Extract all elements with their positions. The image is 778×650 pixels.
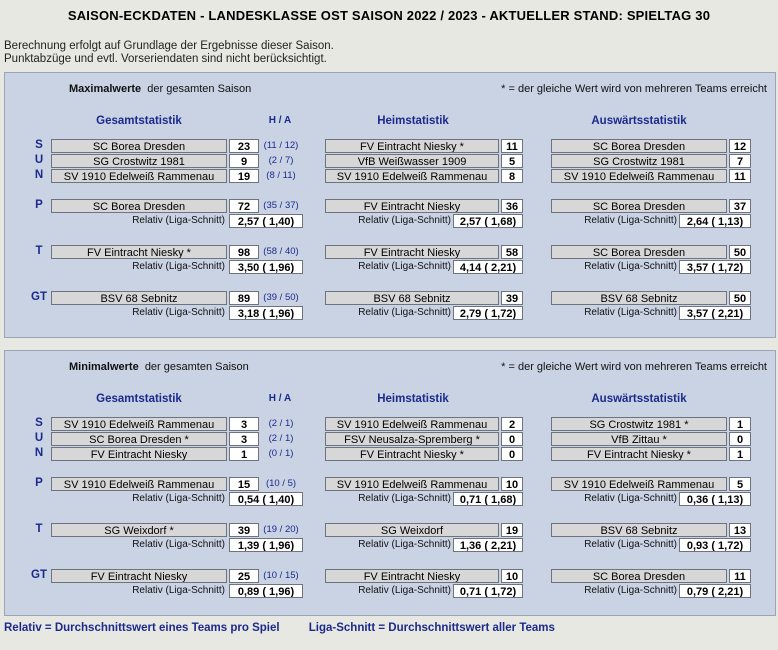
gesamt-value-u: 9 [229, 154, 259, 168]
gesamt-team-p: SV 1910 Edelweiß Rammenau [51, 477, 227, 491]
heim-value-u: 0 [501, 432, 523, 446]
gesamt-relativ-value-p: 2,57 ( 1,40) [229, 214, 303, 228]
same-value-note: * = der gleiche Wert wird von mehreren Teams erreicht [501, 361, 767, 373]
aus-relativ-label-gt: Relativ (Liga-Schnitt) [584, 585, 677, 596]
gesamt-home-away-s: (11 / 12) [263, 140, 299, 151]
aus-team-n: SV 1910 Edelweiß Rammenau [551, 169, 727, 183]
aus-value-n: 1 [729, 447, 751, 461]
gesamt-value-p: 15 [229, 477, 259, 491]
page-title: SAISON-ECKDATEN - LANDESKLASSE OST SAISON 2022 / 2023 - AKTUELLER STAND: SPIELTAG 30 [67, 8, 711, 23]
heim-relativ-value-t: 1,36 ( 2,21) [453, 538, 523, 552]
gesamt-relativ-label-gt: Relativ (Liga-Schnitt) [132, 307, 225, 318]
heim-value-t: 19 [501, 523, 523, 537]
gesamt-value-p: 72 [229, 199, 259, 213]
aus-team-u: SG Crostwitz 1981 [551, 154, 727, 168]
heim-value-gt: 10 [501, 569, 523, 583]
relativ-definition: Relativ = Durchschnittswert eines Teams pro Spiel [4, 622, 280, 634]
gesamt-home-away-t: (58 / 40) [263, 246, 299, 257]
heim-relativ-label-t: Relativ (Liga-Schnitt) [358, 539, 451, 550]
heim-team-gt: BSV 68 Sebnitz [325, 291, 499, 305]
gesamt-relativ-value-t: 1,39 ( 1,96) [229, 538, 303, 552]
heim-team-p: SV 1910 Edelweiß Rammenau [325, 477, 499, 491]
same-value-note: * = der gleiche Wert wird von mehreren Teams erreicht [501, 83, 767, 95]
aus-relativ-label-gt: Relativ (Liga-Schnitt) [584, 307, 677, 318]
heim-team-n: FV Eintracht Niesky * [325, 447, 499, 461]
col-head-gesamt: Gesamtstatistik [96, 115, 182, 127]
heim-relativ-label-p: Relativ (Liga-Schnitt) [358, 215, 451, 226]
aus-relativ-value-t: 0,93 ( 1,72) [679, 538, 751, 552]
aus-value-u: 0 [729, 432, 751, 446]
heim-team-n: SV 1910 Edelweiß Rammenau [325, 169, 499, 183]
gesamt-home-away-u: (2 / 7) [268, 155, 294, 166]
heim-value-p: 10 [501, 477, 523, 491]
row-label-p: P [35, 199, 43, 211]
aus-team-gt: SC Borea Dresden [551, 569, 727, 583]
aus-value-gt: 11 [729, 569, 751, 583]
gesamt-team-gt: BSV 68 Sebnitz [51, 291, 227, 305]
gesamt-home-away-gt: (39 / 50) [263, 292, 299, 303]
heim-team-p: FV Eintracht Niesky [325, 199, 499, 213]
aus-team-u: VfB Zittau * [551, 432, 727, 446]
aus-relativ-label-p: Relativ (Liga-Schnitt) [584, 493, 677, 504]
row-label-u: U [34, 432, 44, 444]
heim-relativ-value-p: 0,71 ( 1,68) [453, 492, 523, 506]
aus-team-s: SG Crostwitz 1981 * [551, 417, 727, 431]
gesamt-value-s: 3 [229, 417, 259, 431]
heim-team-t: FV Eintracht Niesky [325, 245, 499, 259]
row-label-s: S [35, 139, 43, 151]
col-head-ha: H / A [268, 115, 292, 126]
row-label-t: T [35, 245, 43, 257]
gesamt-team-t: SG Weixdorf * [51, 523, 227, 537]
row-label-u: U [34, 154, 44, 166]
panel-heading-bold: Maximalwerte [69, 83, 142, 95]
gesamt-home-away-p: (10 / 5) [265, 478, 297, 489]
liga-schnitt-definition: Liga-Schnitt = Durchschnittswert aller Teams [308, 622, 555, 634]
heim-value-n: 8 [501, 169, 523, 183]
aus-value-gt: 50 [729, 291, 751, 305]
col-head-heim: Heimstatistik [377, 393, 449, 405]
gesamt-team-s: SC Borea Dresden [51, 139, 227, 153]
minimal-values-panel [4, 350, 776, 616]
gesamt-relativ-label-gt: Relativ (Liga-Schnitt) [132, 585, 225, 596]
heim-team-u: FSV Neusalza-Spremberg * [325, 432, 499, 446]
panel-heading [69, 361, 249, 373]
heim-team-u: VfB Weißwasser 1909 [325, 154, 499, 168]
heim-relativ-label-p: Relativ (Liga-Schnitt) [358, 493, 451, 504]
gesamt-team-p: SC Borea Dresden [51, 199, 227, 213]
panel-heading-rest: der gesamten Saison [144, 361, 249, 373]
gesamt-team-u: SG Crostwitz 1981 [51, 154, 227, 168]
col-head-aus: Auswärtsstatistik [591, 393, 687, 405]
heim-value-n: 0 [501, 447, 523, 461]
heim-value-t: 58 [501, 245, 523, 259]
gesamt-team-t: FV Eintracht Niesky * [51, 245, 227, 259]
heim-relativ-value-p: 2,57 ( 1,68) [453, 214, 523, 228]
aus-team-p: SV 1910 Edelweiß Rammenau [551, 477, 727, 491]
aus-relativ-value-p: 0,36 ( 1,13) [679, 492, 751, 506]
heim-team-t: SG Weixdorf [325, 523, 499, 537]
gesamt-relativ-label-t: Relativ (Liga-Schnitt) [132, 539, 225, 550]
aus-value-s: 1 [729, 417, 751, 431]
aus-team-n: FV Eintracht Niesky * [551, 447, 727, 461]
gesamt-relativ-label-p: Relativ (Liga-Schnitt) [132, 493, 225, 504]
aus-team-gt: BSV 68 Sebnitz [551, 291, 727, 305]
heim-relativ-label-gt: Relativ (Liga-Schnitt) [358, 307, 451, 318]
gesamt-value-t: 98 [229, 245, 259, 259]
aus-relativ-value-t: 3,57 ( 1,72) [679, 260, 751, 274]
aus-value-n: 11 [729, 169, 751, 183]
aus-value-u: 7 [729, 154, 751, 168]
gesamt-team-n: FV Eintracht Niesky [51, 447, 227, 461]
heim-value-s: 2 [501, 417, 523, 431]
heim-relativ-value-t: 4,14 ( 2,21) [453, 260, 523, 274]
aus-team-p: SC Borea Dresden [551, 199, 727, 213]
gesamt-team-n: SV 1910 Edelweiß Rammenau [51, 169, 227, 183]
aus-value-t: 13 [729, 523, 751, 537]
row-label-s: S [35, 417, 43, 429]
gesamt-team-gt: FV Eintracht Niesky [51, 569, 227, 583]
heim-value-gt: 39 [501, 291, 523, 305]
heim-relativ-label-gt: Relativ (Liga-Schnitt) [358, 585, 451, 596]
gesamt-value-n: 1 [229, 447, 259, 461]
gesamt-relativ-label-p: Relativ (Liga-Schnitt) [132, 215, 225, 226]
aus-relativ-value-gt: 3,57 ( 2,21) [679, 306, 751, 320]
gesamt-home-away-s: (2 / 1) [268, 418, 294, 429]
gesamt-value-s: 23 [229, 139, 259, 153]
heim-team-s: SV 1910 Edelweiß Rammenau [325, 417, 499, 431]
aus-relativ-label-t: Relativ (Liga-Schnitt) [584, 261, 677, 272]
row-label-n: N [34, 169, 44, 181]
gesamt-relativ-value-t: 3,50 ( 1,96) [229, 260, 303, 274]
row-label-n: N [34, 447, 44, 459]
gesamt-home-away-n: (0 / 1) [268, 448, 294, 459]
gesamt-value-gt: 25 [229, 569, 259, 583]
gesamt-value-u: 3 [229, 432, 259, 446]
heim-value-s: 11 [501, 139, 523, 153]
gesamt-team-s: SV 1910 Edelweiß Rammenau [51, 417, 227, 431]
heim-team-gt: FV Eintracht Niesky [325, 569, 499, 583]
panel-heading-rest: der gesamten Saison [147, 83, 252, 95]
gesamt-home-away-t: (19 / 20) [263, 524, 299, 535]
col-head-gesamt: Gesamtstatistik [96, 393, 182, 405]
panel-heading [69, 83, 251, 95]
footer-legend [4, 622, 581, 634]
heim-team-s: FV Eintracht Niesky * [325, 139, 499, 153]
maximal-values-panel [4, 72, 776, 338]
heim-relativ-value-gt: 2,79 ( 1,72) [453, 306, 523, 320]
note-line-2: Punktabzüge und evtl. Vorseriendaten sind nicht berücksichtigt. [4, 53, 327, 65]
note-line-1: Berechnung erfolgt auf Grundlage der Ergebnisse dieser Saison. [4, 40, 334, 52]
row-label-t: T [35, 523, 43, 535]
gesamt-home-away-u: (2 / 1) [268, 433, 294, 444]
gesamt-home-away-gt: (10 / 15) [263, 570, 299, 581]
gesamt-relativ-value-p: 0,54 ( 1,40) [229, 492, 303, 506]
aus-relativ-value-gt: 0,79 ( 2,21) [679, 584, 751, 598]
aus-relativ-label-t: Relativ (Liga-Schnitt) [584, 539, 677, 550]
aus-value-p: 5 [729, 477, 751, 491]
col-head-aus: Auswärtsstatistik [591, 115, 687, 127]
gesamt-home-away-p: (35 / 37) [263, 200, 299, 211]
gesamt-home-away-n: (8 / 11) [266, 170, 296, 181]
aus-relativ-value-p: 2,64 ( 1,13) [679, 214, 751, 228]
aus-value-p: 37 [729, 199, 751, 213]
aus-team-t: SC Borea Dresden [551, 245, 727, 259]
panel-heading-bold: Minimalwerte [69, 361, 139, 373]
gesamt-value-gt: 89 [229, 291, 259, 305]
heim-value-u: 5 [501, 154, 523, 168]
heim-value-p: 36 [501, 199, 523, 213]
heim-relativ-label-t: Relativ (Liga-Schnitt) [358, 261, 451, 272]
aus-relativ-label-p: Relativ (Liga-Schnitt) [584, 215, 677, 226]
aus-team-s: SC Borea Dresden [551, 139, 727, 153]
row-label-gt: GT [31, 291, 47, 303]
gesamt-value-n: 19 [229, 169, 259, 183]
gesamt-relativ-value-gt: 0,89 ( 1,96) [229, 584, 303, 598]
gesamt-team-u: SC Borea Dresden * [51, 432, 227, 446]
col-head-heim: Heimstatistik [377, 115, 449, 127]
gesamt-relativ-value-gt: 3,18 ( 1,96) [229, 306, 303, 320]
heim-relativ-value-gt: 0,71 ( 1,72) [453, 584, 523, 598]
aus-value-t: 50 [729, 245, 751, 259]
gesamt-value-t: 39 [229, 523, 259, 537]
aus-value-s: 12 [729, 139, 751, 153]
row-label-p: P [35, 477, 43, 489]
col-head-ha: H / A [268, 393, 292, 404]
gesamt-relativ-label-t: Relativ (Liga-Schnitt) [132, 261, 225, 272]
row-label-gt: GT [31, 569, 47, 581]
aus-team-t: BSV 68 Sebnitz [551, 523, 727, 537]
